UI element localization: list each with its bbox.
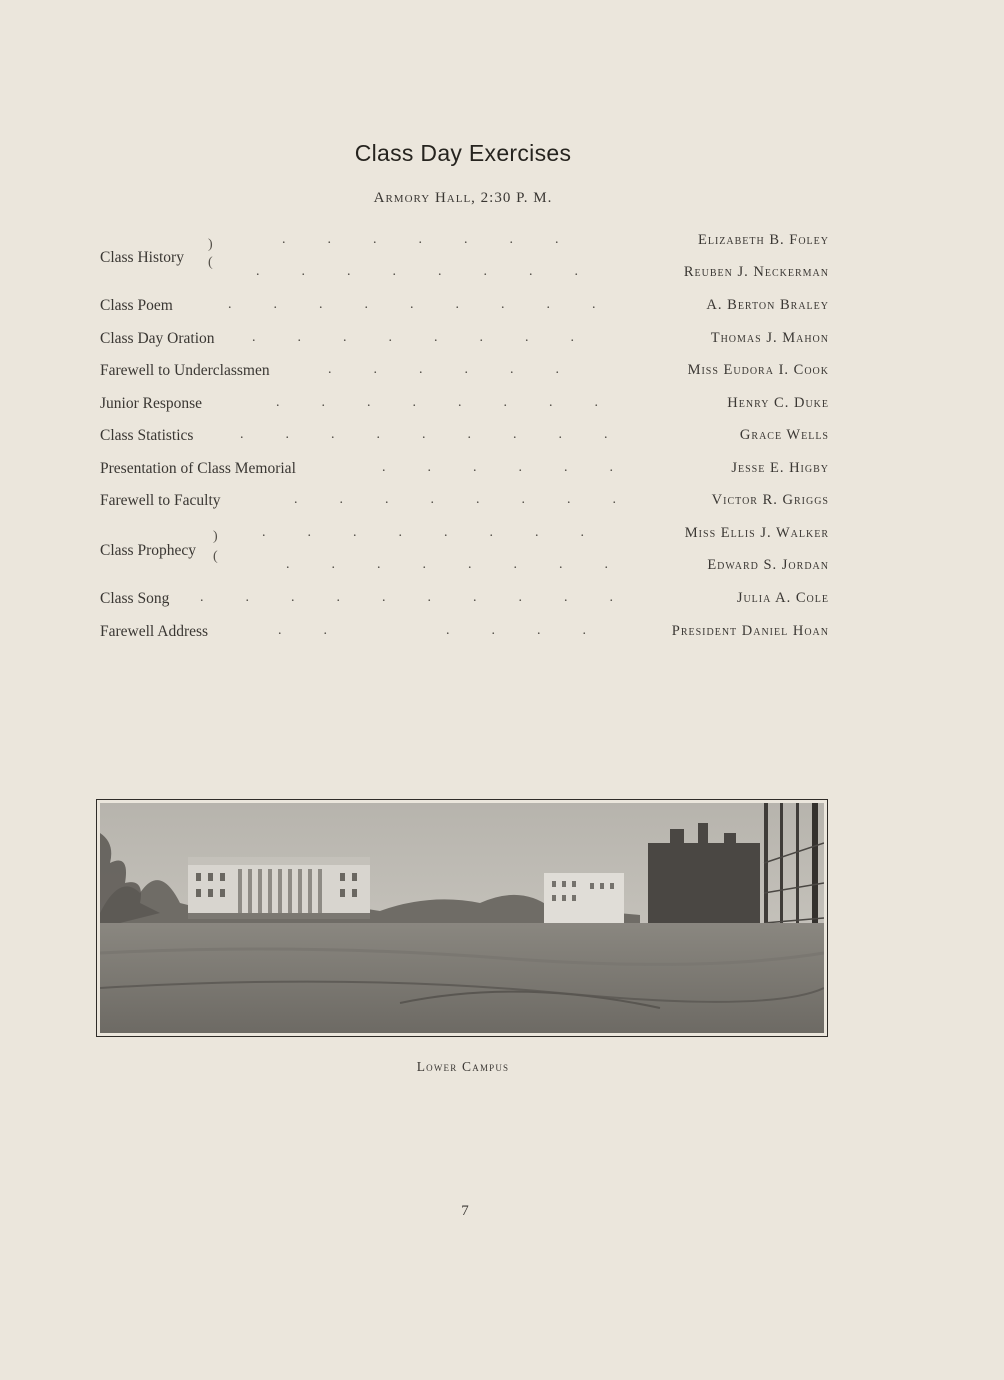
program-name: Reuben J. Neckerman [683, 264, 829, 280]
program-part: Class History [100, 249, 184, 266]
program-name: A. Berton Braley [706, 297, 829, 313]
program-row [100, 232, 829, 254]
leader-dots: . . . . . . . . [286, 557, 608, 572]
leader-dots: . . . . . . . . [256, 264, 578, 279]
page-title: Class Day Exercises [354, 140, 572, 166]
program-row [100, 330, 829, 352]
program-part: Class Song [100, 590, 170, 607]
program-row [100, 362, 829, 384]
program-row [100, 623, 829, 645]
program-row [100, 590, 829, 612]
campus-photo-image [100, 803, 824, 1033]
brace-icon: ( [213, 549, 218, 564]
leader-dots: . . . . . . [278, 623, 586, 638]
program-row [100, 264, 829, 286]
program-part: Junior Response [100, 395, 203, 412]
page-number: 7 [461, 1203, 469, 1219]
program-part: Class Day Oration [100, 330, 215, 347]
brace-icon: ) [208, 237, 213, 252]
leader-dots: . . . . . . . . [294, 492, 616, 507]
leader-dots: . . . . . . [328, 362, 559, 377]
leader-dots: . . . . . . . . [262, 525, 584, 540]
leader-dots: . . . . . . . . . [240, 427, 608, 442]
program-part: Farewell to Faculty [100, 492, 221, 509]
program-part: Farewell to Underclassmen [100, 362, 270, 379]
program-name: Elizabeth B. Foley [697, 232, 829, 248]
program-name: Julia A. Cole [736, 590, 829, 606]
program-row [100, 492, 829, 514]
photo-caption: Lower Campus [416, 1059, 510, 1074]
program-part: Presentation of Class Memorial [100, 460, 296, 477]
program-row [100, 427, 829, 449]
program-name: President Daniel Hoan [671, 623, 829, 639]
program-name: Miss Ellis J. Walker [684, 525, 829, 541]
leader-dots: . . . . . . . . [252, 330, 574, 345]
brace-icon: ) [213, 529, 218, 544]
program-part: Class Poem [100, 297, 173, 314]
leader-dots: . . . . . . [382, 460, 613, 475]
program-row [100, 460, 829, 482]
leader-dots: . . . . . . . . . . [200, 590, 613, 605]
program-name: Jesse E. Higby [731, 460, 829, 476]
program-name: Thomas J. Mahon [710, 330, 829, 346]
program-row [100, 395, 829, 417]
program-name: Miss Eudora I. Cook [687, 362, 829, 378]
leader-dots: . . . . . . . . . [228, 297, 596, 312]
program-name: Victor R. Griggs [711, 492, 829, 508]
program-name: Edward S. Jordan [707, 557, 829, 573]
program-part: Farewell Address [100, 623, 209, 640]
brace-icon: ( [208, 255, 213, 270]
program-part: Class Statistics [100, 427, 194, 444]
program-name: Henry C. Duke [727, 395, 829, 411]
program-row [100, 297, 829, 319]
program-part: Class Prophecy [100, 542, 197, 559]
page-subtitle: Armory Hall, 2:30 P. M. [373, 190, 553, 206]
leader-dots: . . . . . . . [282, 232, 559, 247]
program-row [100, 525, 829, 547]
program-row [100, 557, 829, 579]
leader-dots: . . . . . . . . [276, 395, 598, 410]
program-name: Grace Wells [739, 427, 829, 443]
campus-photo [96, 799, 828, 1037]
